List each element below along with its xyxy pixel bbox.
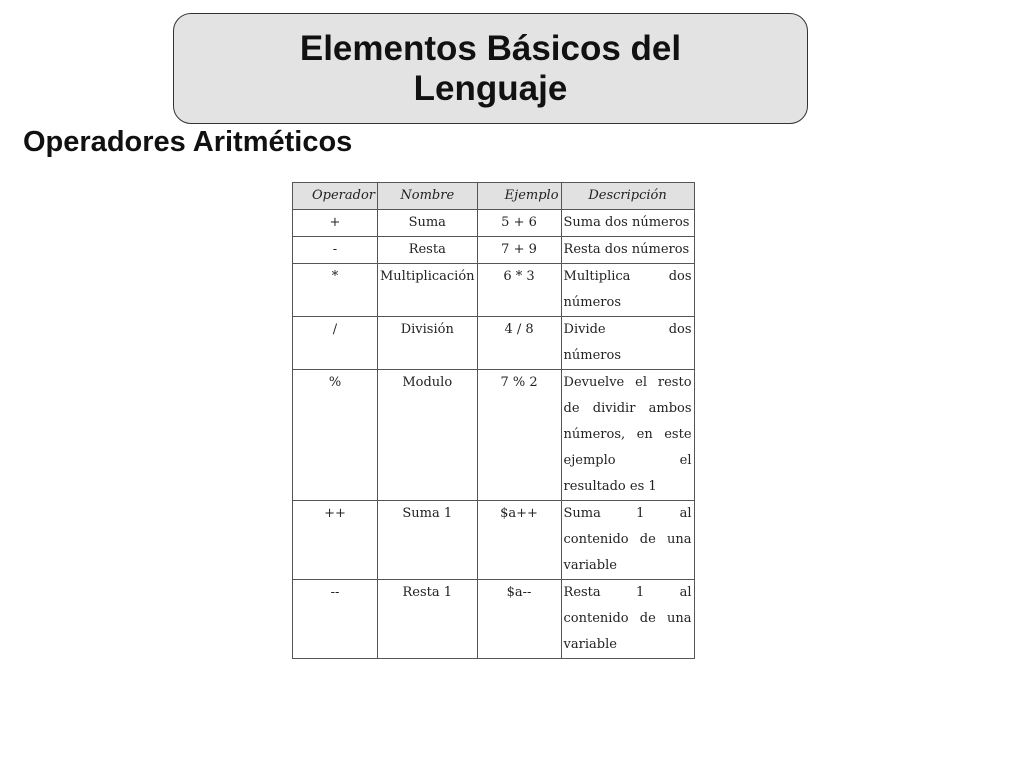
cell-description: Resta 1 al contenido de una variable: [561, 580, 694, 659]
cell-operator: *: [293, 264, 378, 317]
cell-example: 6 * 3: [477, 264, 561, 317]
cell-name: Suma: [378, 210, 478, 237]
cell-example: $a--: [477, 580, 561, 659]
header-operator: Operador: [293, 183, 378, 210]
cell-description: Resta dos números: [561, 237, 694, 264]
cell-name: Multiplicación: [378, 264, 478, 317]
cell-description: Multiplica dos números: [561, 264, 694, 317]
cell-description: Suma dos números: [561, 210, 694, 237]
header-description: Descripción: [561, 183, 694, 210]
cell-operator: -: [293, 237, 378, 264]
cell-operator: /: [293, 317, 378, 370]
table-row: [293, 210, 695, 237]
section-subtitle: Operadores Aritméticos: [23, 126, 353, 158]
page-title: Elementos Básicos del Lenguaje: [299, 28, 682, 108]
cell-name: Modulo: [378, 370, 478, 501]
cell-operator: %: [293, 370, 378, 501]
cell-description: Devuelve el resto de dividir ambos números, en este ejemplo el resultado es 1: [561, 370, 694, 501]
header-example: Ejemplo: [477, 183, 561, 210]
cell-description: Divide dos números: [561, 317, 694, 370]
table-row: [293, 317, 695, 370]
cell-example: 7 + 9: [477, 237, 561, 264]
cell-example: 5 + 6: [477, 210, 561, 237]
table-row: [293, 580, 695, 659]
cell-name: Resta 1: [378, 580, 478, 659]
table-row: [293, 264, 695, 317]
cell-name: Resta: [378, 237, 478, 264]
cell-name: Suma 1: [378, 501, 478, 580]
table-row: [293, 501, 695, 580]
table-row: [293, 370, 695, 501]
cell-name: División: [378, 317, 478, 370]
cell-description: Suma 1 al contenido de una variable: [561, 501, 694, 580]
table-header-row: [293, 183, 695, 210]
cell-example: 7 % 2: [477, 370, 561, 501]
header-name: Nombre: [378, 183, 478, 210]
cell-example: 4 / 8: [477, 317, 561, 370]
cell-example: $a++: [477, 501, 561, 580]
table-row: [293, 237, 695, 264]
cell-operator: ++: [293, 501, 378, 580]
cell-operator: --: [293, 580, 378, 659]
title-box: [173, 13, 808, 124]
operators-table: [292, 182, 695, 659]
cell-operator: +: [293, 210, 378, 237]
